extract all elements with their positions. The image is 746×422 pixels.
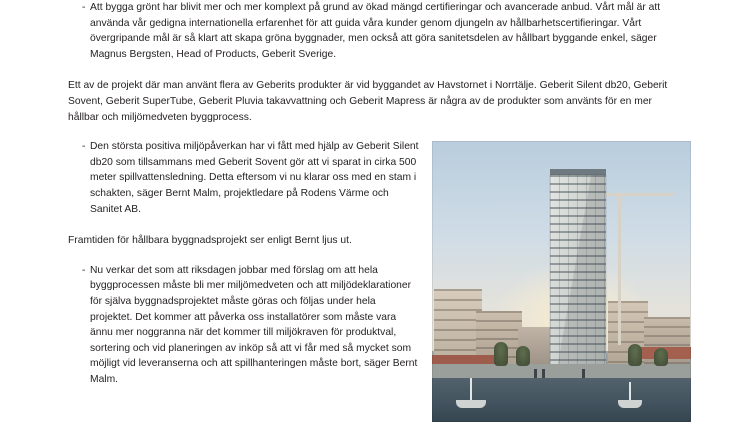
spacer <box>68 217 420 233</box>
bullet-text: Den största positiva miljöpåverkan har vi fått med hjälp av Geberit Silent db20 som tillsammans med Geberit Sovent gör att vi sparat in cirka 500 meter spillvattensledning. Detta eftersom vi nu klarar oss med en stam i schakten, säger Bernt Malm, projektledare på Rodens Värme och Sanitet AB. <box>90 141 419 215</box>
boat-mast <box>629 382 631 400</box>
person <box>542 369 545 378</box>
bullet-text: Att bygga grönt har blivit mer och mer komplext på grund av ökad mängd certifieringar och avancerade anbud. Vårt mål är att använda vår gedigna internationella erfarenhet för att guida våra kunder genom djungeln av hållbarhetscertifieringar. Vårt övergripande mål är så klart att skapa gröna byggnader, men också att göra sanitetsdelen av hållbart byggande enkel, säger Magnus Bergsten, Head of Products, Geberit Sverige. <box>90 2 661 60</box>
tree <box>516 346 530 366</box>
figure-column <box>420 139 691 422</box>
boat-mast <box>470 378 472 400</box>
spacer <box>68 62 682 78</box>
content-with-figure <box>68 139 682 422</box>
tree <box>654 348 668 366</box>
boat <box>618 400 642 408</box>
body-paragraph: Ett av de projekt där man använt flera av Geberits produkter är vid byggandet av Havstornet i Norrtälje. Geberit Silent db20, Geberit Sovent, Geberit SuperTube, Geberit Pluvia takavvattning och Geberit Mapress är några av de produkter som använts för en mer hållbar och miljömedveten byggprocess. <box>68 80 668 123</box>
bullet-item <box>68 0 682 62</box>
bullet-item <box>68 263 420 388</box>
body-paragraph: Framtiden för hållbara byggnadsprojekt ser enligt Bernt ljus ut. <box>68 235 352 247</box>
tree <box>494 342 508 366</box>
havstornet-construction-photo <box>432 141 691 422</box>
boat <box>456 400 486 408</box>
person <box>534 369 537 378</box>
bullet-marker: - <box>82 141 86 153</box>
text-column <box>68 139 420 387</box>
bullet-item <box>68 139 420 217</box>
tree <box>628 344 642 366</box>
spacer <box>68 125 682 139</box>
spacer <box>68 249 420 263</box>
bullet-text: Nu verkar det som att riksdagen jobbar med förslag om att hela byggprocessen måste bli mer miljömedveten och att miljödeklarationer för själva byggnadsprojektet måste göras och följas under hela projektet. Det kommer att påverka oss installatörer som måste vara ännu mer noggranna när det kommer till miljökraven för produktval, sortering och vid planeringen av inköp så att vi får med så mycket som möjligt vid leveranserna och att spillhanteringen måste bort, säger Bernt Malm. <box>90 264 418 385</box>
crane-mast <box>618 195 621 345</box>
bullet-marker: - <box>82 264 86 276</box>
person <box>582 369 585 378</box>
bullet-marker: - <box>82 2 86 13</box>
